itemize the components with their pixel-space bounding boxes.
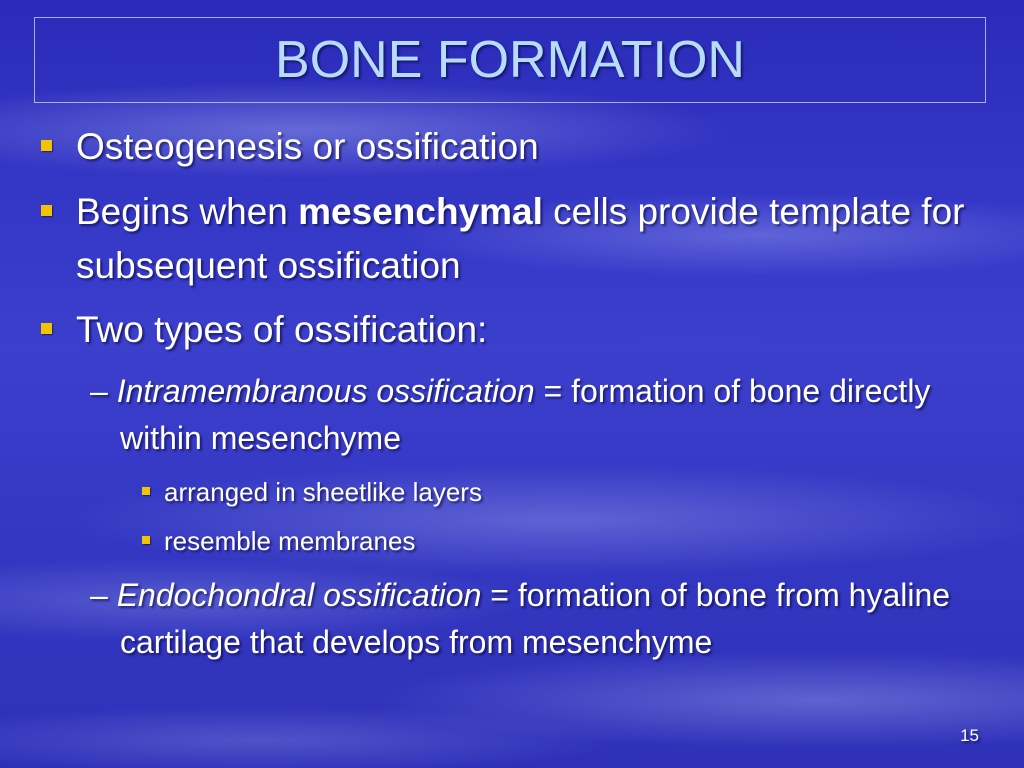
bullet-osteogenesis: Osteogenesis or ossification [76,126,539,167]
bullet-begins-when-post: cells provide template for subsequent ossification [76,191,965,286]
bullet-square-icon [41,140,52,151]
term-endochondral: Endochondral ossification [116,577,482,613]
term-intramembranous: Intramembranous ossification [116,373,535,409]
bullet-square-icon [142,536,150,544]
endochondral-definition: = formation of bone from hyaline cartilage that develops from mesenchyme [120,577,951,660]
sub-bullet-intramembranous [90,368,970,462]
intramembranous-definition: = formation of bone directly within mesenchyme [120,373,931,456]
sub-sub-bullet-membranes: resemble membranes [164,526,416,556]
bullet-begins-when [76,185,976,293]
page-number: 15 [960,726,979,745]
bullet-square-icon [142,487,150,495]
sub-sub-bullet-sheetlike: arranged in sheetlike layers [164,477,482,507]
dash-marker: – [90,577,117,613]
term-mesenchymal: mesenchymal [298,191,543,232]
slide-title: BONE FORMATION [275,31,745,89]
bullet-two-types: Two types of ossification: [76,309,488,350]
bullet-begins-when-pre: Begins when [76,191,299,232]
sub-bullet-endochondral [90,572,970,666]
bullet-square-icon [41,205,52,216]
dash-marker: – [90,373,117,409]
bullet-square-icon [41,323,52,334]
